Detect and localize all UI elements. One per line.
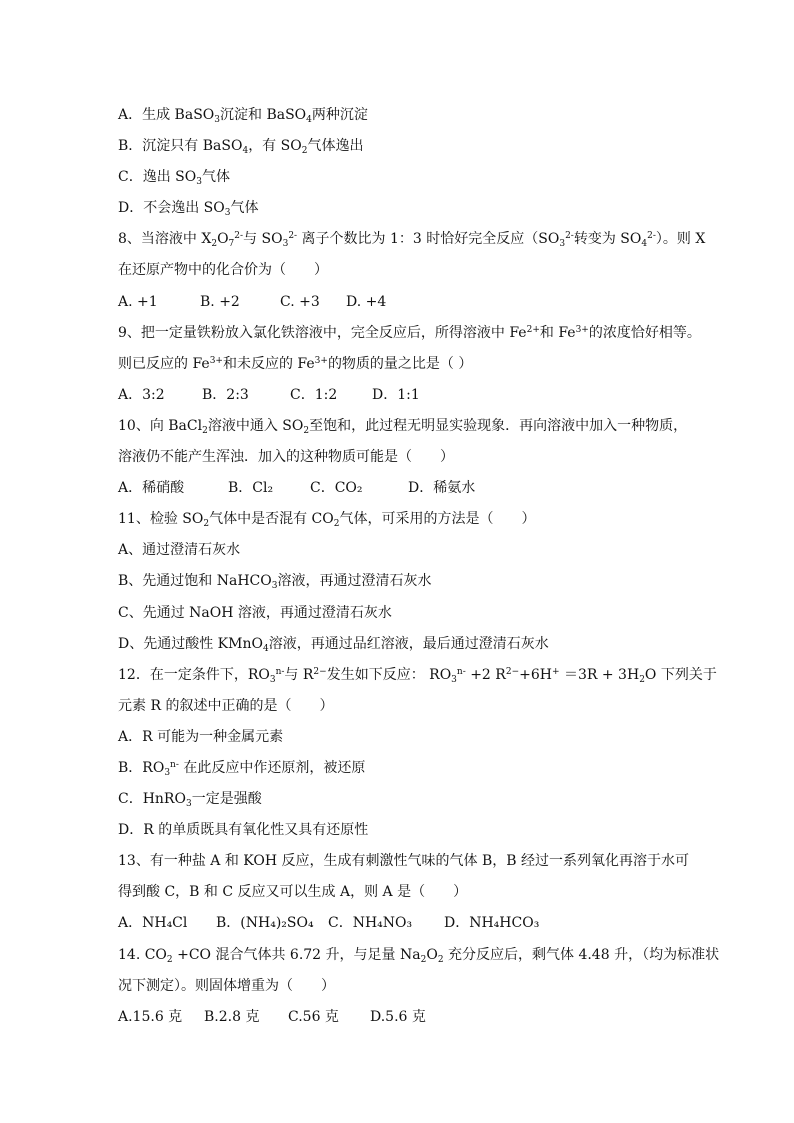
text-run: 况下测定）。则固体增重为（ ） (118, 977, 335, 994)
answer-option: B．2:3 (202, 386, 249, 403)
text-line (118, 504, 688, 535)
text-line (118, 442, 688, 473)
text-line (118, 349, 688, 380)
text-run: 充分反应后，剩气体 4.48 升，（均为标准状 (443, 946, 720, 963)
text-run: 溶液仍不能产生浑浊．加入的这种物质可能是（ ） (118, 449, 454, 466)
text-run: O (217, 231, 229, 248)
text-run: 在此反应中作还原剂，被还原 (178, 759, 366, 776)
subscript: 3 (271, 581, 278, 592)
text-run: +6H (519, 666, 552, 683)
text-line (118, 598, 688, 629)
text-run: 气体逸出 (307, 138, 364, 155)
answer-options-line (118, 1002, 688, 1033)
answer-option: C．1:2 (290, 386, 338, 403)
answer-options-line (118, 287, 688, 318)
text-line (118, 193, 688, 224)
text-line (118, 131, 688, 162)
superscript: 2− (505, 666, 520, 677)
text-run: A、通过澄清石灰水 (118, 542, 241, 559)
text-line (118, 815, 688, 846)
subscript: 3 (214, 115, 220, 125)
text-line (118, 224, 706, 255)
text-run: 气体，可采用的方法是（ ） (339, 511, 536, 528)
superscript: 3+ (575, 324, 589, 335)
text-run: 一定是强酸 (191, 791, 262, 808)
text-run: B．RO (118, 759, 165, 776)
text-line (118, 255, 688, 286)
subscript: 3 (224, 208, 231, 219)
superscript: 2- (288, 231, 298, 242)
text-run: 至饱和，此过程无明显实验现象．再向溶液中加入一种物质， (309, 417, 688, 434)
text-line (118, 566, 688, 597)
subscript: 4 (306, 115, 312, 125)
text-run: A．R 可能为一种金属元素 (118, 728, 284, 745)
text-run: +2 R (465, 666, 506, 683)
text-run: 则已反应的 Fe (118, 355, 210, 372)
text-run: 沉淀和 BaSO (220, 107, 307, 123)
text-run: 与 SO (243, 231, 283, 248)
subscript: 3 (185, 799, 192, 810)
superscript: 3+ (209, 355, 223, 366)
subscript: 2 (303, 425, 310, 436)
text-run: 元素 R 的叙述中正确的是（ ） (118, 697, 334, 714)
subscript: 2 (211, 239, 218, 250)
answer-option: A．稀硝酸 (118, 480, 185, 497)
text-run: 11、检验 SO (118, 511, 204, 528)
text-run: 的物质的量之比是（ ） (327, 355, 473, 372)
text-run: 9、把一定量铁粉放入氯化铁溶液中，完全反应后，所得溶液中 Fe (118, 324, 527, 341)
answer-options-line (118, 380, 688, 411)
text-run: +CO 混合气体共 6.72 升，与足量 Na (172, 946, 421, 963)
text-run: A．生成 BaSO (118, 107, 215, 123)
answer-option: D.5.6 克 (370, 1008, 426, 1025)
subscript: 7 (228, 239, 235, 250)
answer-option: A. +1 (118, 293, 158, 310)
subscript: 2 (166, 954, 173, 965)
answer-option: D．1:1 (372, 386, 420, 403)
superscript: + (551, 666, 560, 677)
text-run: ）。则 X (655, 231, 706, 248)
text-run: C．逸出 SO (118, 169, 197, 186)
subscript: 4 (641, 239, 648, 250)
text-run: 8、当溶液中 X (118, 231, 212, 248)
text-line (118, 660, 717, 691)
text-run: 12．在一定条件下，RO (118, 666, 270, 683)
answer-options-line (118, 473, 688, 504)
text-run: 和未反应的 Fe (222, 355, 315, 372)
text-run: 溶液中通入 SO (207, 417, 304, 434)
text-run: 气体 (230, 200, 259, 217)
subscript: 3 (196, 177, 202, 188)
answer-option: A．3:2 (118, 386, 165, 403)
superscript: 2+ (526, 324, 540, 335)
answer-option: B.2.8 克 (204, 1008, 260, 1025)
answer-option: C. +3 (280, 293, 320, 310)
subscript: 2 (301, 146, 308, 157)
superscript: 3+ (314, 355, 328, 366)
text-run: O 下列关于 (644, 666, 717, 683)
subscript: 2 (437, 954, 444, 965)
text-run: 得到酸 C，B 和 C 反应又可以生成 A，则 A 是（ ） (118, 884, 468, 901)
text-line (118, 318, 701, 349)
text-line (118, 846, 688, 877)
subscript: 3 (451, 674, 457, 685)
text-run: B．沉淀只有 BaSO (118, 138, 243, 155)
answer-option: C．CO₂ (310, 480, 363, 497)
subscript: 3 (269, 674, 276, 685)
text-run: 10、向 BaCl (118, 417, 203, 434)
text-run: 两种沉淀 (311, 107, 368, 123)
subscript: 2 (203, 519, 210, 530)
text-line (118, 971, 688, 1002)
text-run: 气体 (201, 169, 230, 186)
subscript: 4 (262, 643, 269, 654)
text-run: 13、有一种盐 A 和 KOH 反应，生成有刺激性气味的气体 B，B 经过一系列氧化再溶于水可 (118, 853, 689, 870)
text-run: D．R 的单质既具有氧化性又具有还原性 (118, 822, 369, 839)
text-line (118, 940, 720, 971)
text-run: 在还原产物中的化合价为（ ） (118, 262, 328, 279)
text-line (118, 691, 688, 722)
text-run: ，有 SO (248, 138, 302, 155)
answer-option: D．NH₄HCO₃ (444, 915, 540, 932)
answer-option: B．(NH₄)₂SO₄ (216, 915, 314, 932)
answer-option: C.56 克 (288, 1008, 339, 1025)
text-run: 离子个数比为 1：3 时恰好完全反应（SO (297, 231, 560, 248)
text-run: 气体中是否混有 CO (209, 511, 334, 528)
text-run: 的浓度恰好相等。 (588, 324, 701, 341)
subscript: 2 (202, 425, 208, 436)
subscript: 3 (559, 239, 566, 250)
answer-option: B. +2 (200, 293, 240, 310)
text-run: 与 R (284, 666, 314, 683)
superscript: 2- (565, 231, 574, 242)
text-run: 发生如下反应： RO (326, 666, 452, 683)
answer-option: A．NH₄Cl (118, 915, 188, 932)
superscript: n- (456, 666, 466, 677)
question-body (118, 100, 720, 1033)
superscript: 2− (313, 666, 327, 677)
text-line (118, 722, 688, 753)
text-line (118, 877, 688, 908)
text-run: 转变为 SO (573, 231, 642, 248)
text-run: 和 Fe (539, 324, 576, 341)
text-run: D．不会逸出 SO (118, 200, 225, 217)
text-line (118, 162, 688, 193)
answer-option: A.15.6 克 (118, 1008, 183, 1025)
subscript: 4 (242, 146, 249, 157)
text-run: 溶液，再通过澄清石灰水 (277, 573, 432, 590)
text-run: D、先通过酸性 KMnO (118, 635, 263, 652)
subscript: 3 (164, 767, 171, 778)
subscript: 2 (420, 954, 427, 965)
text-run: O (426, 946, 438, 963)
text-run: C、先通过 NaOH 溶液，再通过澄清石灰水 (118, 604, 392, 621)
text-run: 溶液，再通过品红溶液，最后通过澄清石灰水 (268, 635, 549, 652)
superscript: n- (170, 759, 179, 770)
superscript: n- (275, 666, 285, 677)
superscript: 2- (647, 231, 656, 242)
text-run: ＝3R + 3H (559, 666, 640, 683)
superscript: 2- (234, 231, 244, 242)
answer-option: C．NH₄NO₃ (328, 915, 413, 932)
text-line (118, 411, 688, 442)
text-line (118, 784, 688, 815)
subscript: 2 (639, 674, 645, 685)
subscript: 3 (282, 239, 289, 250)
subscript: 2 (333, 519, 340, 530)
answer-option: D．稀氨水 (408, 480, 476, 497)
text-run: C．HnRO (118, 791, 186, 808)
text-line (118, 753, 688, 784)
text-run: B、先通过饱和 NaHCO (118, 573, 272, 590)
answer-option: D. +4 (346, 293, 387, 310)
answer-option: B．Cl₂ (228, 480, 274, 497)
text-line (118, 535, 688, 566)
text-run: 14. CO (118, 946, 167, 963)
text-line (118, 100, 688, 131)
answer-options-line (118, 908, 688, 939)
text-line (118, 629, 688, 660)
